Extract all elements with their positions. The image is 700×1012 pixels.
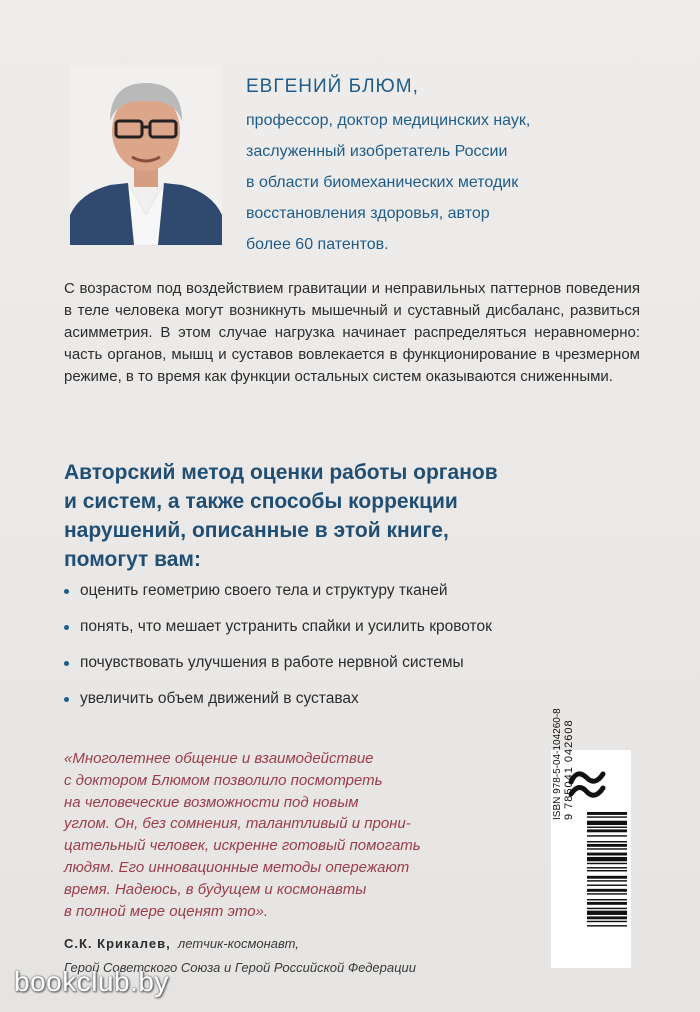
quote-line: «Многолетнее общение и взаимодействие [64,750,374,767]
author-bio [246,105,646,260]
author-photo [70,65,222,245]
quote-line: время. Надеюсь, в будущем и космонавты [64,880,367,898]
author-bio-line: восстановления здоровья, автор [246,205,490,222]
list-item-text: понять, что мешает устранить спайки и усилить кровоток [80,618,492,635]
lead-line: и систем, а также способы коррекции [64,490,458,513]
author-name: ЕВГЕНИЙ БЛЮМ, [246,76,419,97]
barcode-digits: 9 785041 042608 [563,719,575,820]
author-bio-line: профессор, доктор медицинских наук, [246,112,531,129]
quote-line: углом. Он, без сомнения, талантливый и прони- [64,815,411,833]
lead-heading [64,458,664,574]
quote-line: в полной мере оценят это». [64,902,269,920]
quote [64,748,524,922]
barcode [587,812,627,962]
quote-line: людям. Его инновационные методы опережают [64,858,410,876]
list-item-text: почувствовать улучшения в работе нервной системы [80,654,464,671]
quote-line: на человеческие возможности под новым [64,793,359,811]
isbn-panel [552,672,575,820]
bullet-icon [64,589,69,594]
bullet-icon [64,697,69,702]
bullet-icon [64,625,69,630]
author-bio-line: заслуженный изобретатель России [246,143,508,160]
isbn-number: ISBN 978-5-04-104260-8 [552,708,563,820]
list-item-text: увеличить объем движений в суставах [80,690,359,707]
watermark: bookclub.by [14,966,169,997]
lead-line: нарушений, описанные в этой книге, [64,519,449,542]
list-item [64,652,624,688]
attribution-name: С.К. Крикалев, [64,936,171,951]
intro-paragraph: С возрастом под воздействием гравитации и неправильных паттернов поведения в теле человека могут возникнуть мышечный и суставный дисбаланс, развиться асимметрия. В этом случае нагрузка начинает распределяться неравномерно: часть органов, мышц и суставов вовлекается в функционирование в чрезмерном режиме, в то время как функции остальных систем оказываются сниженными. [64,280,640,385]
lead-line: помогут вам: [64,548,201,571]
author-bio-line: в области биомеханических методик [246,174,519,191]
attribution-title: Герой Советского Союза и Герой Российской Федерации [64,960,417,975]
bullet-icon [64,661,69,666]
list-item [64,616,624,652]
lead-line: Авторский метод оценки работы органов [64,461,498,484]
quote-line: с доктором Блюмом позволило посмотреть [64,771,383,789]
list-item [64,688,624,724]
benefit-list [64,580,624,724]
list-item-text: оценить геометрию своего тела и структуру тканей [80,582,448,599]
author-bio-line: более 60 патентов. [246,236,389,253]
quote-line: цательный человек, искренне готовый помогать [64,837,421,855]
attribution-role: летчик-космонавт, [177,936,299,951]
list-item [64,580,624,616]
